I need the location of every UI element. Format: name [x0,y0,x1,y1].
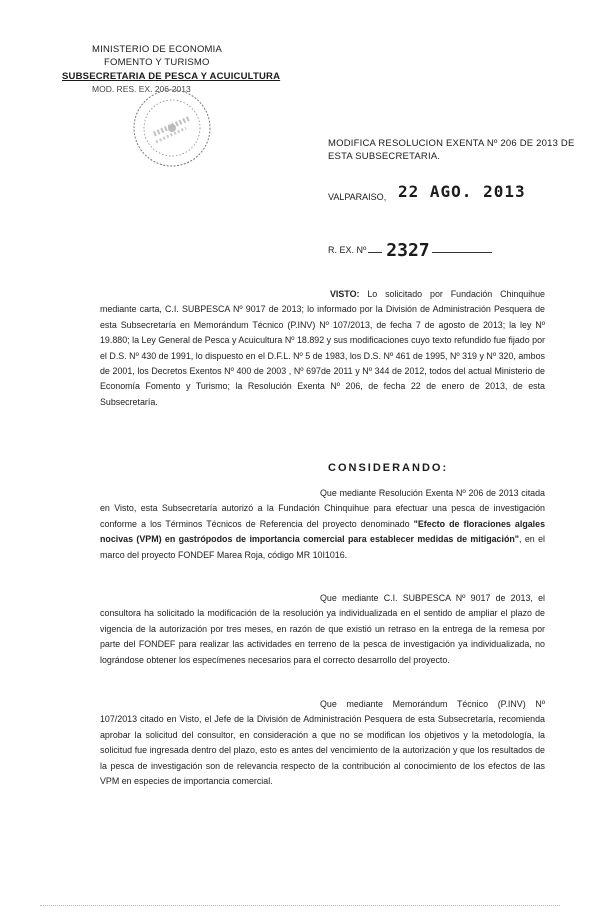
resolution-subject: MODIFICA RESOLUCION EXENTA Nº 206 DE 2013 DE ESTA SUBSECRETARIA. [328,138,575,162]
document-reference: MOD. RES. EX. 206-2013 [92,84,191,94]
ministry-subname: FOMENTO Y TURISMO [104,57,210,68]
resolution-number-label: R. EX. Nº [328,245,367,255]
considerando-heading: CONSIDERANDO: [328,462,449,474]
resolution-number: 2327 [386,240,430,261]
official-stamp-icon [128,84,216,172]
resolution-number-line [328,240,492,261]
scan-artifact-line [40,905,560,907]
resolution-date: 22 AGO. 2013 [398,182,526,201]
underline-right [432,252,492,253]
considerando-paragraph-2 [100,591,545,668]
subsecretaria-name: SUBSECRETARIA DE PESCA Y ACUICULTURA [62,71,281,82]
ministry-name: MINISTERIO DE ECONOMIA [92,44,223,55]
paragraph-3-text: Que mediante Memorándum Técnico (P.INV) Nº 107/2013 citado en Visto, el Jefe de la División de Administración Pesquera de esta Subsecretaría, recomienda aprobar la solicitud del consultor, en consideración a que no se modifican los objetivos y la metodología, la solicitud fue ingresada dentro del plazo, esto es antes del vencimiento de la autorización y que los resultados de la pesca de investigación son de relevancia respecto de la contribución al conocimiento de los efectos de las VPM en especies de importancia comercial. [100,699,545,787]
paragraph-2-text: Que mediante C.I. SUBPESCA Nº 9017 de 2013, el consultora ha solicitado la modificación de la resolución ya individualizada en el sentido de ampliar el plazo de vigencia de la autorización por tres meses, en razón de que existió un retraso en la entrega de la remesa por parte del FONDEF para realizar las actividades en terreno de la pesca de investigación ya individualizada, no lográndose obtener los especímenes necesarios para el correcto desarrollo del proyecto. [100,593,545,665]
underline-left [368,252,382,253]
visto-label: VISTO: [330,289,360,299]
visto-text: Lo solicitado por Fundación Chinquihue mediante carta, C.I. SUBPESCA Nº 9017 de 2013; lo informado por la División de Administración Pesquera de esta Subsecretaría en Memorándum Técnico (P.INV) Nº 107/2013, de fecha 7 de agosto de 2013; la ley Nº 19.880; la Ley General de Pesca y Acuicultura Nº 18.892 y sus modificaciones cuyo texto refundido fue fijado por el D.S. Nº 430 de 1991, lo dispuesto en el D.F.L. Nº 5 de 1983, los D.S. Nº 461 de 1995, Nº 319 y Nº 320, ambos de 2001, los Decretos Exentos Nº 400 de 2003 , Nº 697de 2011 y Nº 344 de 2012, todos del actual Ministerio de Economía Fomento y Turismo; la Resolución Exenta Nº 206, de fecha 22 de enero de 2013, de esta Subsecretaría. [100,289,545,407]
visto-paragraph [100,287,545,410]
paragraph-1-tail: , en el marco del proyecto FONDEF Marea Roja, código MR 10I1016. [100,534,545,560]
paragraph-1-text: Que mediante Resolución Exenta Nº 206 de 2013 citada en Visto, esta Subsecretaría autorizó a la Fundación Chinquihue para efectuar una pesca de investigación conforme a los Términos Técnicos de Referencia del proyecto denominado [100,488,545,529]
considerando-paragraph-1 [100,486,545,563]
project-title: "Efecto de floraciones algales nocivas (VPM) en gastrópodos de importancia comercial para establecer medidas de mitigación" [100,518,546,545]
considerando-paragraph-3 [100,697,545,789]
city-label: VALPARAISO, [328,192,387,202]
